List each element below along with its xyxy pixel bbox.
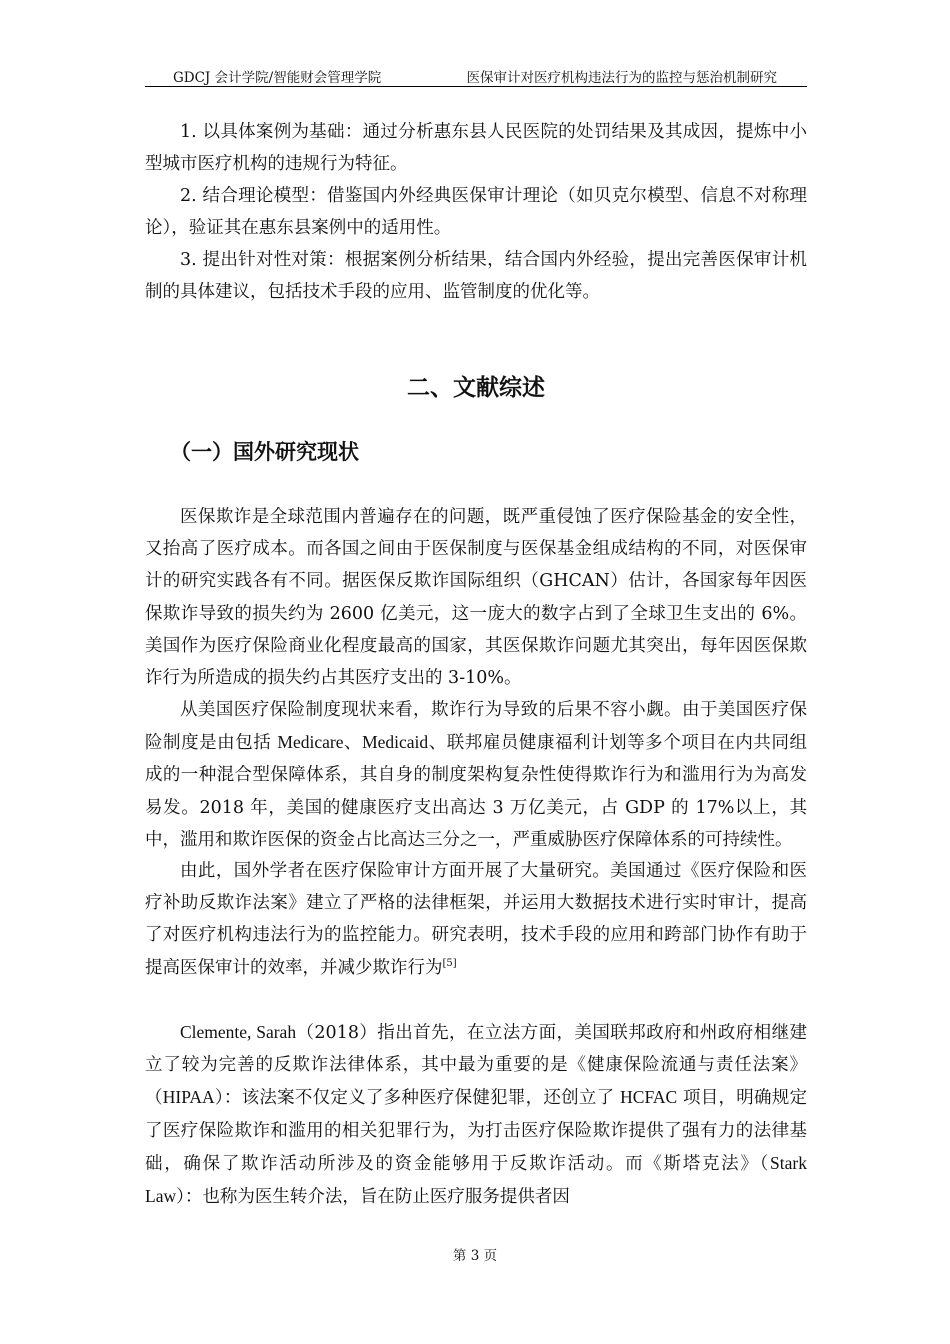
p4-author: Clemente, Sarah: [180, 1022, 297, 1042]
p4-hcfac: HCFAC: [620, 1087, 678, 1108]
p4-hipaa: HIPAA: [162, 1087, 215, 1108]
paragraph-clemente: [145, 1016, 807, 1213]
paragraph-us-system: [145, 694, 807, 856]
header-thesis-title: 医保审计对医疗机构违法行为的监控与惩治机制研究: [466, 70, 777, 86]
page-number: 第 3 页: [452, 1248, 498, 1264]
paragraph-fraud-global: 医保欺诈是全球范围内普遍存在的问题，既严重侵蚀了医疗保险基金的安全性，又抬高了医疗成本。而各国之间由于医保制度与医保基金组成结构的不同，对医保审计的研究实践各有不同。据医保反欺诈国际组织（GHCAN）估计，各国家每年因医保欺诈导致的损失约为 2600 亿美元，这一庞大的数字占到了全球卫生支出的 6%。美国作为医疗保险商业化程度最高的国家，其医保欺诈问题尤其突出，每年因医保欺诈行为所造成的损失约占其医疗支出的 3-10%。: [145, 507, 807, 689]
p2-medicaid: Medicaid: [362, 732, 429, 753]
p2-text-a: 从美国医疗保险制度现状来看，欺诈行为导致的后果不容小觑。由于美国医疗保险制度是由包括: [145, 700, 807, 754]
section-title: 二、文献综述: [407, 375, 545, 401]
p2-text-b: 、: [343, 733, 363, 754]
p3-text: 由此，国外学者在医疗保险审计方面开展了大量研究。美国通过《医疗保险和医疗补助反欺诈法案》建立了严格的法律框架，并运用大数据技术进行实时审计，提高了对医疗机构违法行为的监控能力。研究表明，技术手段的应用和跨部门协作有助于提高医保审计的效率，并减少欺诈行为: [145, 861, 807, 978]
intro-list-item-2: 2. 结合理论模型：借鉴国内外经典医保审计理论（如贝克尔模型、信息不对称理论），验证其在惠东县案例中的适用性。: [145, 186, 807, 239]
p4-text-c: 项目，明确规定了医疗保险欺诈和滥用的相关犯罪行为，为打击医疗保险欺诈提供了强有力的法律基础，确保了欺诈活动所涉及的资金能够用于反欺诈活动。而《斯塔克法》（: [145, 1088, 808, 1174]
p2-text-c: 、联邦雇员健康福利计划等多个项目在内共同组成的一种混合型保障体系，其自身的制度架构复杂性使得欺诈行为和滥用行为为高发易发。2018 年，美国的健康医疗支出高达 3 万亿美元，占 GDP 的 17%以上，其中，滥用和欺诈医保的资金占比高达三分之一，严重威胁医疗保障体系的可持续性。: [145, 733, 808, 850]
p4-text-d: ）：也称为医生转介法，旨在防止医疗服务提供者因: [176, 1187, 570, 1208]
p2-medicare: Medicare: [277, 732, 344, 753]
p4-text-a: （2018）指出首先，在立法方面，美国联邦政府和州政府相继建立了较为完善的反欺诈法律体系，其中最为重要的是《健康保险流通与责任法案》（: [145, 1023, 807, 1109]
intro-list-item-1: 1. 以具体案例为基础：通过分析惠东县人民医院的处罚结果及其成因，提炼中小型城市医疗机构的违规行为特征。: [145, 122, 807, 175]
subsection-title: （一）国外研究现状: [170, 440, 359, 464]
p4-stark-law: Stark Law: [145, 1152, 807, 1207]
header-institution: GDCJ 会计学院/智能财会管理学院: [173, 70, 382, 86]
p4-text-b: ）：该法案不仅定义了多种医疗保健犯罪，还创立了: [214, 1088, 621, 1109]
page-header: [145, 64, 807, 87]
citation-5: [5]: [442, 957, 457, 969]
paragraph-foreign-research: [145, 855, 807, 984]
intro-list-item-3: 3. 提出针对性对策：根据案例分析结果，结合国内外经验，提出完善医保审计机制的具体建议，包括技术手段的应用、监管制度的优化等。: [145, 250, 807, 303]
